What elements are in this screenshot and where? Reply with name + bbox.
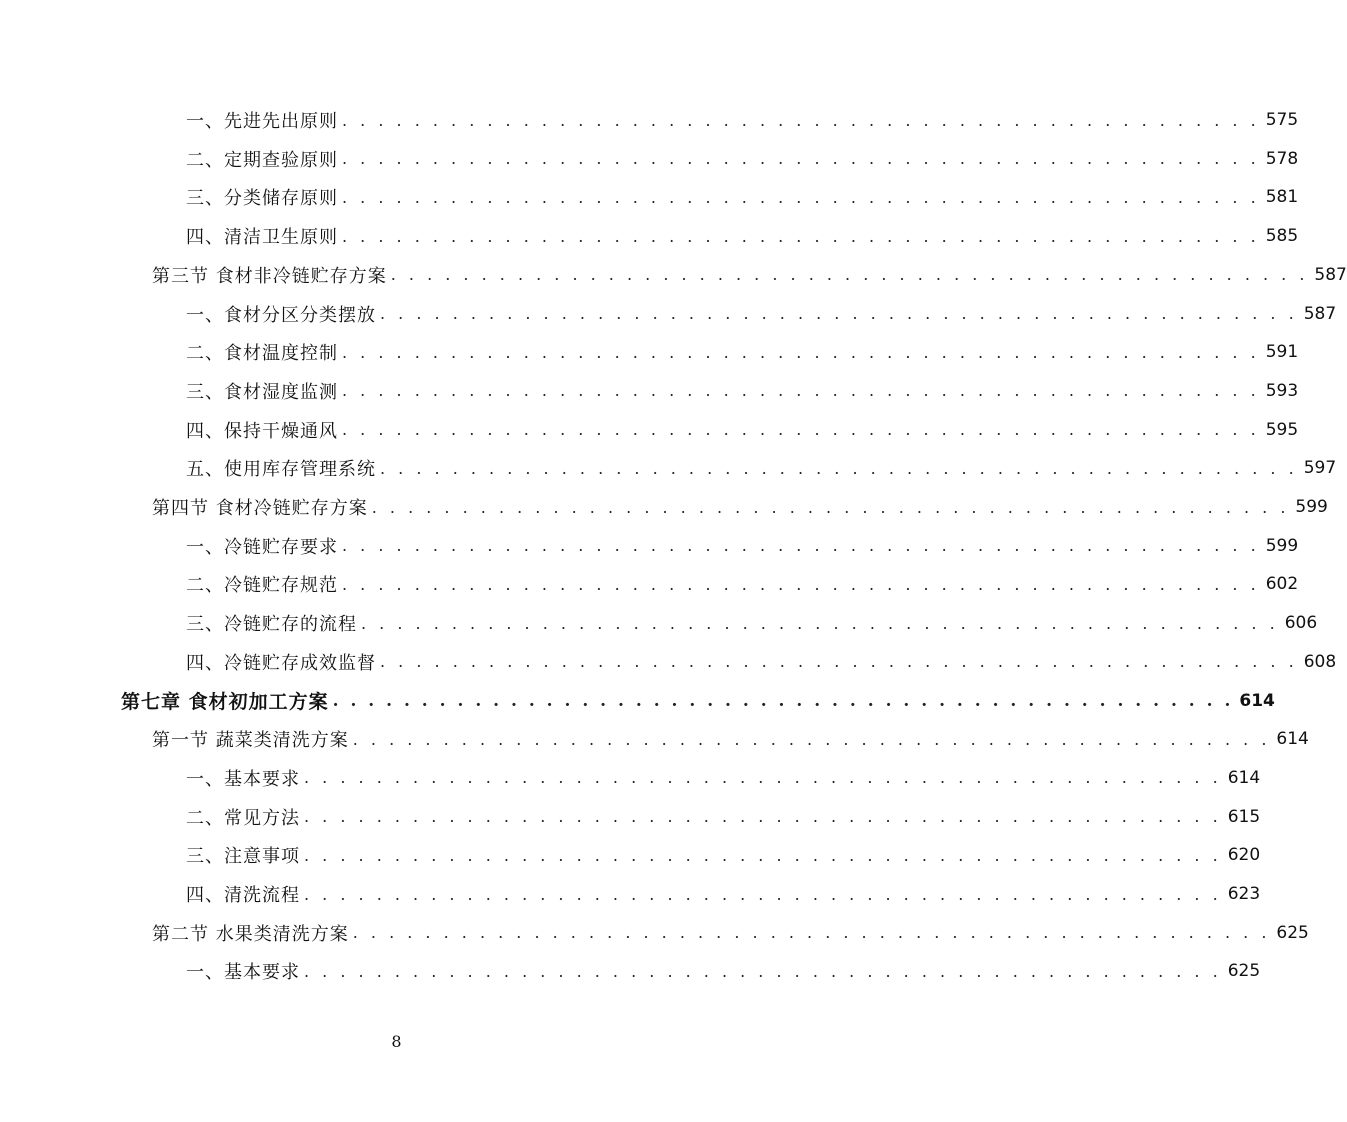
dot-leader: . . . . . . . . . . . . . . . . . . . . . . . . . . . . . . . . . . . . . . . . . . . . . . . . . . . bbox=[342, 149, 1260, 169]
dot-leader: . . . . . . . . . . . . . . . . . . . . . . . . . . . . . . . . . . . . . . . . . . . . . . . . . . . bbox=[380, 304, 1298, 323]
toc-entry-page-number: 623 bbox=[1227, 884, 1261, 904]
toc-entry[interactable] bbox=[186, 178, 1299, 216]
toc-entry[interactable] bbox=[186, 527, 1299, 565]
toc-entry[interactable] bbox=[121, 682, 1275, 720]
toc-entry-page-number: 587 bbox=[1314, 264, 1347, 285]
dot-leader: . . . . . . . . . . . . . . . . . . . . . . . . . . . . . . . . . . . . . . . . . . . . . . . . . . . bbox=[342, 381, 1260, 401]
toc-entry-title: 四、保持干燥通风 bbox=[186, 420, 338, 442]
toc-entry-title: 第四节 食材冷链贮存方案 bbox=[152, 498, 368, 519]
toc-entry-title: 二、食材温度控制 bbox=[186, 343, 338, 365]
toc-entry-page-number: 599 bbox=[1265, 535, 1299, 556]
toc-entry-page-number: 615 bbox=[1227, 806, 1261, 827]
toc-entry[interactable] bbox=[186, 604, 1318, 642]
dot-leader: . . . . . . . . . . . . . . . . . . . . . . . . . . . . . . . . . . . . . . . . . . . . . . . . . . . bbox=[332, 690, 1234, 711]
toc-entry[interactable] bbox=[186, 836, 1261, 874]
toc-entry-page-number: 595 bbox=[1265, 419, 1299, 440]
dot-leader: . . . . . . . . . . . . . . . . . . . . . . . . . . . . . . . . . . . . . . . . . . . . . . . . . . . bbox=[380, 652, 1298, 672]
toc-entry-title: 二、冷链贮存规范 bbox=[186, 575, 338, 597]
toc-entry-title: 第一节 蔬菜类清洗方案 bbox=[152, 730, 349, 752]
toc-entry-title: 四、冷链贮存成效监督 bbox=[186, 652, 376, 674]
dot-leader: . . . . . . . . . . . . . . . . . . . . . . . . . . . . . . . . . . . . . . . . . . . . . . . . . . . bbox=[380, 458, 1298, 478]
toc-entry[interactable] bbox=[186, 449, 1337, 487]
toc-entry-title: 一、基本要求 bbox=[186, 768, 300, 790]
toc-entry-title: 三、食材湿度监测 bbox=[186, 381, 338, 403]
toc-entry-title: 三、分类储存原则 bbox=[186, 188, 338, 210]
toc-entry-title: 二、常见方法 bbox=[186, 807, 300, 829]
toc-entry-page-number: 602 bbox=[1265, 574, 1299, 595]
toc-entry[interactable] bbox=[186, 643, 1337, 681]
dot-leader: . . . . . . . . . . . . . . . . . . . . . . . . . . . . . . . . . . . . . . . . . . . . . . . . . . . bbox=[342, 187, 1260, 207]
toc-entry-page-number: 597 bbox=[1303, 458, 1337, 479]
toc-entry[interactable] bbox=[186, 333, 1299, 371]
dot-leader: . . . . . . . . . . . . . . . . . . . . . . . . . . . . . . . . . . . . . . . . . . . . . . . . . . . bbox=[304, 961, 1222, 981]
dot-leader: . . . . . . . . . . . . . . . . . . . . . . . . . . . . . . . . . . . . . . . . . . . . . . . . . . . bbox=[342, 574, 1260, 594]
toc-entry[interactable] bbox=[152, 914, 1309, 952]
dot-leader: . . . . . . . . . . . . . . . . . . . . . . . . . . . . . . . . . . . . . . . . . . . . . . . . . . . bbox=[304, 807, 1222, 827]
toc-entry-page-number: 606 bbox=[1284, 613, 1318, 634]
dot-leader: . . . . . . . . . . . . . . . . . . . . . . . . . . . . . . . . . . . . . . . . . . . . . . . . . . . bbox=[304, 768, 1222, 788]
toc-entry-title: 第七章 食材初加工方案 bbox=[121, 691, 329, 713]
toc-entry[interactable] bbox=[186, 217, 1299, 255]
toc-entry[interactable] bbox=[152, 488, 1328, 526]
toc-entry-title: 一、冷链贮存要求 bbox=[186, 536, 338, 558]
dot-leader: . . . . . . . . . . . . . . . . . . . . . . . . . . . . . . . . . . . . . . . . . . . . . . . . . . . bbox=[304, 884, 1222, 904]
dot-leader: . . . . . . . . . . . . . . . . . . . . . . . . . . . . . . . . . . . . . . . . . . . . . . . . . . . bbox=[342, 110, 1260, 130]
toc-entry-title: 第二节 水果类清洗方案 bbox=[152, 923, 349, 945]
toc-entry-page-number: 593 bbox=[1265, 380, 1299, 401]
dot-leader: . . . . . . . . . . . . . . . . . . . . . . . . . . . . . . . . . . . . . . . . . . . . . . . . . . . bbox=[352, 923, 1271, 943]
dot-leader: . . . . . . . . . . . . . . . . . . . . . . . . . . . . . . . . . . . . . . . . . . . . . . . . . . . bbox=[342, 536, 1260, 556]
toc-entry[interactable] bbox=[152, 256, 1347, 294]
toc-entry-title: 第三节 食材非冷链贮存方案 bbox=[152, 265, 387, 287]
toc-entry-title: 二、定期查验原则 bbox=[186, 149, 338, 171]
dot-leader: . . . . . . . . . . . . . . . . . . . . . . . . . . . . . . . . . . . . . . . . . . . . . . . . . . . bbox=[304, 845, 1222, 865]
toc-entry-page-number: 614 bbox=[1239, 690, 1275, 711]
toc-entry-page-number: 585 bbox=[1265, 226, 1299, 247]
toc-entry-page-number: 620 bbox=[1227, 845, 1261, 866]
toc-entry-page-number: 608 bbox=[1303, 651, 1337, 672]
toc-entry[interactable] bbox=[186, 295, 1337, 333]
toc-entry-title: 一、食材分区分类摆放 bbox=[186, 304, 376, 326]
toc-entry-page-number: 599 bbox=[1295, 497, 1328, 517]
toc-entry-page-number: 625 bbox=[1227, 961, 1261, 982]
dot-leader: . . . . . . . . . . . . . . . . . . . . . . . . . . . . . . . . . . . . . . . . . . . . . . . . . . . bbox=[371, 497, 1290, 517]
page-number: 8 bbox=[391, 1032, 402, 1051]
toc-entry[interactable] bbox=[186, 759, 1261, 797]
toc-entry[interactable] bbox=[186, 565, 1299, 603]
dot-leader: . . . . . . . . . . . . . . . . . . . . . . . . . . . . . . . . . . . . . . . . . . . . . . . . . . . bbox=[352, 729, 1271, 749]
toc-entry-page-number: 587 bbox=[1303, 303, 1337, 324]
toc-entry-page-number: 625 bbox=[1276, 922, 1309, 943]
dot-leader: . . . . . . . . . . . . . . . . . . . . . . . . . . . . . . . . . . . . . . . . . . . . . . . . . . . bbox=[361, 613, 1279, 633]
toc-entry-title: 三、注意事项 bbox=[186, 846, 300, 868]
dot-leader: . . . . . . . . . . . . . . . . . . . . . . . . . . . . . . . . . . . . . . . . . . . . . . . . . . . bbox=[342, 226, 1260, 246]
toc-entry-title: 一、基本要求 bbox=[186, 962, 300, 984]
dot-leader: . . . . . . . . . . . . . . . . . . . . . . . . . . . . . . . . . . . . . . . . . . . . . . . . . . . bbox=[390, 265, 1309, 285]
toc-entry-title: 四、清洗流程 bbox=[186, 885, 300, 906]
toc-entry[interactable] bbox=[186, 952, 1261, 990]
toc-entry-page-number: 578 bbox=[1265, 148, 1299, 169]
toc-entry-page-number: 614 bbox=[1276, 729, 1309, 750]
toc-entry-title: 四、清洁卫生原则 bbox=[186, 227, 338, 249]
toc-entry[interactable] bbox=[186, 372, 1299, 410]
toc-entry-title: 三、冷链贮存的流程 bbox=[186, 614, 357, 636]
toc-entry-page-number: 575 bbox=[1265, 110, 1299, 130]
toc-entry[interactable] bbox=[186, 411, 1299, 449]
toc-entry-title: 一、先进先出原则 bbox=[186, 111, 338, 132]
toc-entry[interactable] bbox=[186, 101, 1299, 139]
toc-entry[interactable] bbox=[186, 875, 1261, 913]
toc-entry-page-number: 614 bbox=[1227, 767, 1261, 788]
toc-entry-page-number: 591 bbox=[1265, 342, 1299, 363]
toc-entry[interactable] bbox=[186, 140, 1299, 178]
toc-entry-title: 五、使用库存管理系统 bbox=[186, 459, 376, 481]
dot-leader: . . . . . . . . . . . . . . . . . . . . . . . . . . . . . . . . . . . . . . . . . . . . . . . . . . . bbox=[342, 342, 1260, 362]
toc-entry[interactable] bbox=[152, 720, 1309, 758]
toc-entry-page-number: 581 bbox=[1265, 187, 1299, 208]
toc-entry[interactable] bbox=[186, 798, 1261, 836]
dot-leader: . . . . . . . . . . . . . . . . . . . . . . . . . . . . . . . . . . . . . . . . . . . . . . . . . . . bbox=[342, 420, 1260, 440]
